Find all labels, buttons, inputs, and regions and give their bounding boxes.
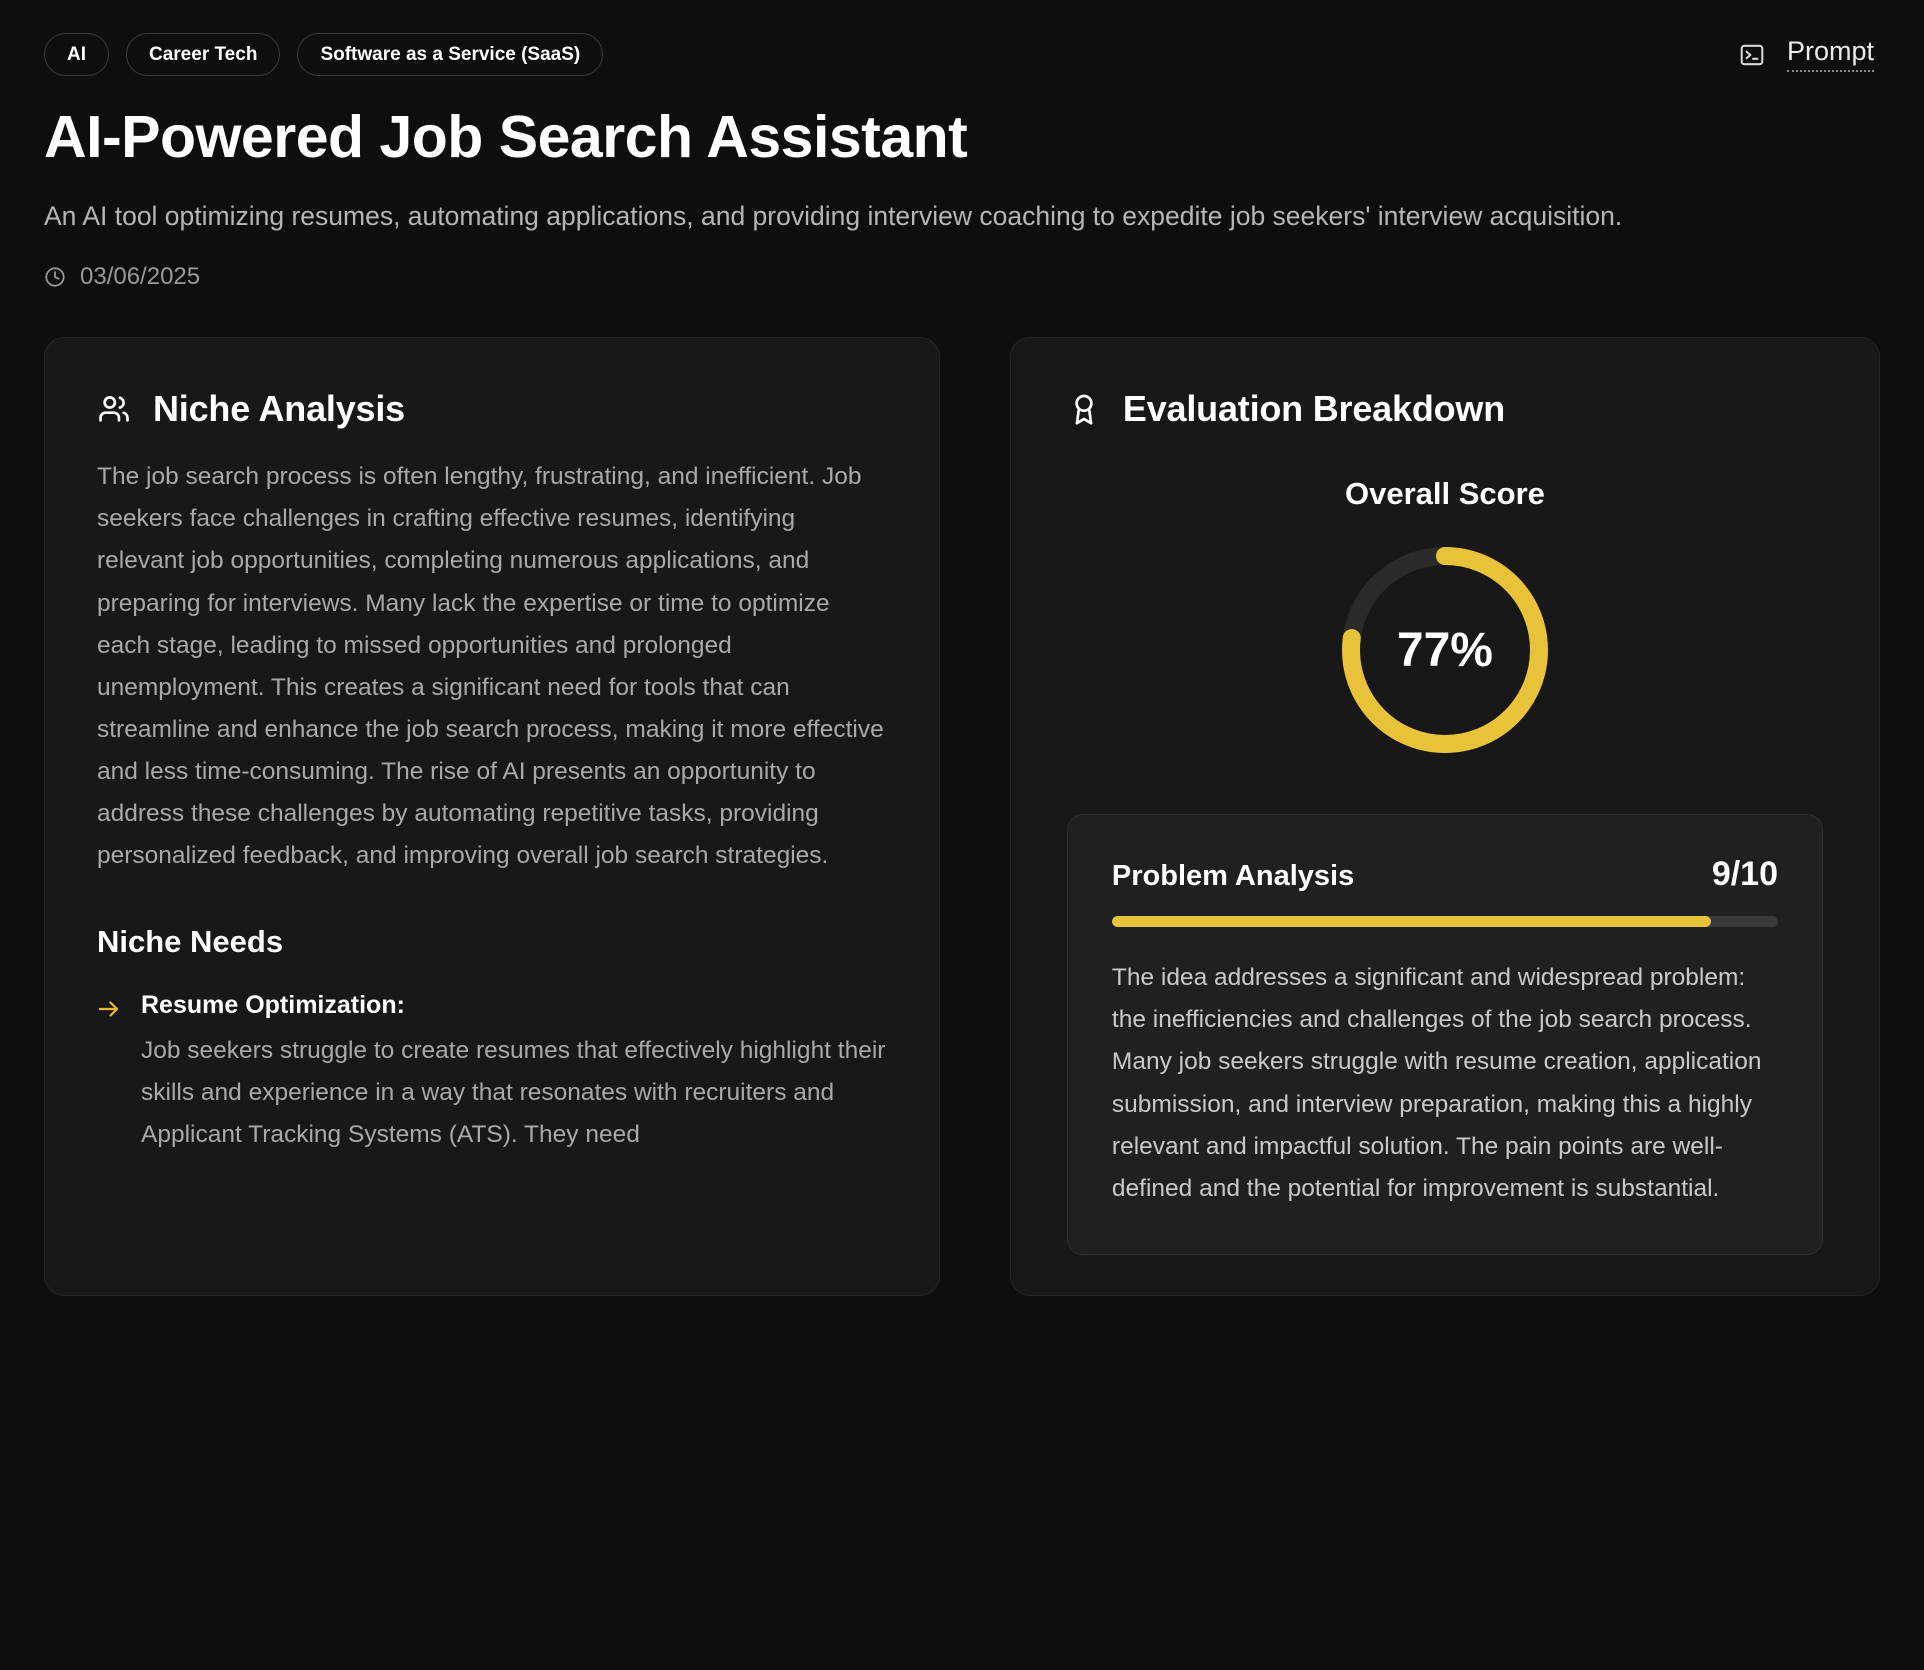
page-title: AI-Powered Job Search Assistant — [44, 104, 968, 170]
tag-career-tech[interactable]: Career Tech — [126, 33, 280, 76]
niche-analysis-paragraph: The job search process is often lengthy, frustrating, and inefficient. Job seekers face challenges in crafting effective resumes, identifying relevant job opportunities, completing numerous applications, and preparing for interviews. Many lack the expertise or time to optimize each stage, leading to missed opportunities and prolonged unemployment. This creates a significant need for tools that can streamline and enhance the job search process, making it more effective and less time-consuming. The rise of AI presents an opportunity to address these challenges by automating repetitive tasks, providing personalized feedback, and improving overall job search strategies. — [97, 463, 884, 870]
metric-name: Problem Analysis — [1111, 860, 1355, 893]
evaluation-breakdown-header — [1067, 388, 1823, 430]
metric-description: The idea addresses a significant and widespread problem: the inefficiencies and challenges of the job search process. Many job seekers struggle with resume creation, application submission, and interview preparation, making this a highly relevant and impactful solution. The pain points are well-defined and the potential for improvement is substantial. — [1111, 964, 1762, 1202]
cards-container — [44, 337, 1880, 1296]
niche-analysis-title: Niche Analysis — [153, 388, 405, 430]
tag-list — [44, 33, 603, 76]
header — [44, 0, 1880, 76]
overall-score-label: Overall Score — [1345, 476, 1545, 512]
metric-progress-track — [1112, 916, 1778, 927]
terminal-icon — [1739, 42, 1765, 68]
need-title: Resume Optimization: — [141, 991, 405, 1020]
award-icon — [1067, 392, 1101, 426]
prompt-label[interactable]: Prompt — [1787, 37, 1874, 72]
metric-score: 9/10 — [1711, 855, 1778, 894]
need-body — [141, 989, 887, 1156]
clock-icon — [44, 266, 66, 288]
tag-saas[interactable]: Software as a Service (SaaS) — [297, 33, 603, 76]
niche-needs-heading: Niche Needs — [97, 924, 284, 960]
need-description: Job seekers struggle to create resumes that effectively highlight their skills and experience in a way that resonates with recruiters and Applicant Tracking Systems (ATS). They need — [141, 1037, 886, 1149]
overall-score-value: 77% — [1396, 623, 1493, 677]
date-text: 03/06/2025 — [80, 263, 201, 291]
metric-progress-fill — [1112, 916, 1711, 927]
evaluation-breakdown-title: Evaluation Breakdown — [1122, 388, 1505, 430]
page-subtitle: An AI tool optimizing resumes, automating applications, and providing interview coaching to expedite job seekers' interview acquisition. — [44, 201, 1623, 231]
users-icon — [97, 392, 131, 426]
prompt-control[interactable] — [1739, 37, 1880, 72]
overall-score-gauge — [1067, 534, 1823, 766]
tag-ai[interactable]: AI — [44, 33, 109, 76]
niche-analysis-header — [97, 388, 887, 430]
metric-card-problem-analysis — [1067, 814, 1823, 1255]
date-row — [44, 263, 1880, 291]
evaluation-breakdown-card — [1010, 337, 1880, 1296]
list-item — [97, 989, 887, 1156]
arrow-right-icon — [97, 997, 121, 1021]
metric-header — [1112, 855, 1778, 894]
niche-analysis-card — [44, 337, 940, 1296]
